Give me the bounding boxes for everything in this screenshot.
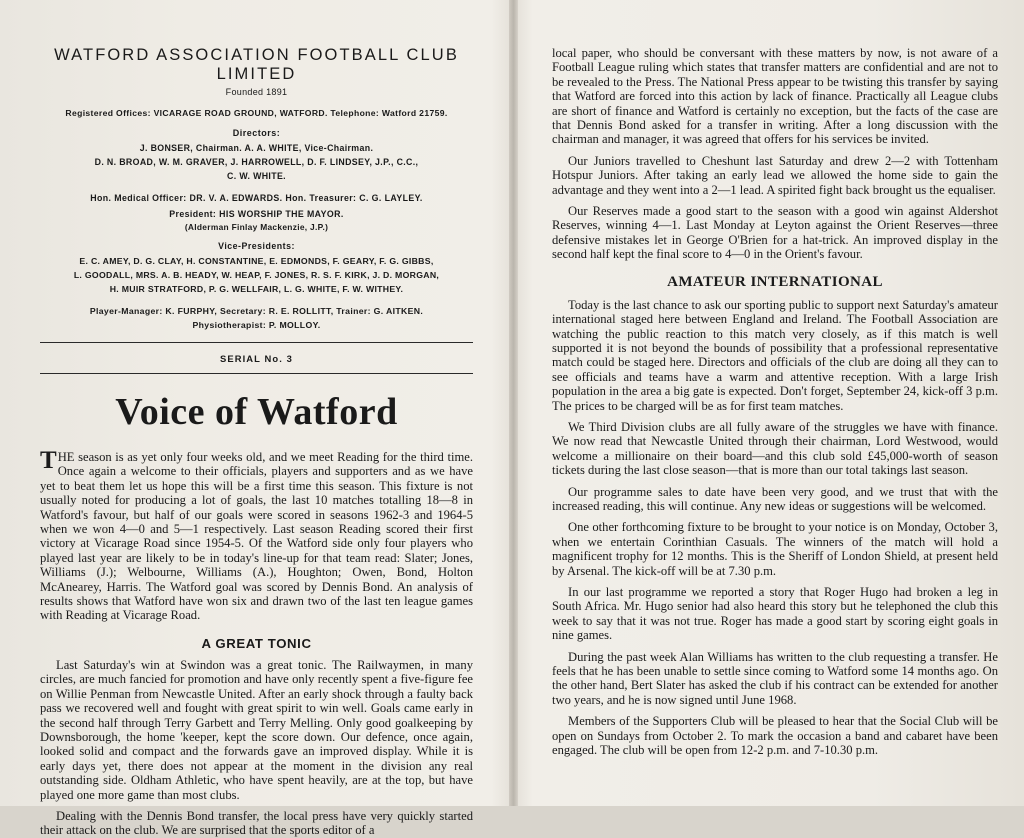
vice-presidents-heading: Vice-Presidents: — [218, 241, 295, 251]
left-column — [0, 0, 509, 838]
directors-line-2: D. N. BROAD, W. M. GRAVER, J. HARROWELL, D. F. LINDSEY, J.P., C.C., — [94, 157, 419, 167]
right-paragraph-3: Our Reserves made a good start to the season with a good win against Aldershot Reserves, winning 4—1. Last Monday at Leyton against the Orient Reserves—three defensive mistakes let in George O'Brien for a hat-trick. An improved display in the second half kept the final score to 4—0 in the Orient's favour. — [552, 204, 998, 262]
amateur-paragraph-3: Our programme sales to date have been very good, and we trust that with the increased reading, this will continue. Any new ideas or suggestions will be welcomed. — [552, 484, 998, 513]
vice-presidents-line-3: H. MUIR STRATFORD, P. G. WELLFAIR, L. G. WHITE, F. W. WITHEY. — [109, 284, 404, 294]
amateur-paragraph-4: One other forthcoming fixture to be brought to your notice is on Monday, October 3, when we entertain Corinthian Casuals. The winners of the match will hold a magnificent trophy for 12 months. This is the Sheriff of London Shield, at present held by Arsenal. The kick-off will be at 7.30 p.m. — [552, 520, 998, 578]
tonic-paragraph-1: Last Saturday's win at Swindon was a great tonic. The Railwaymen, in many circles, are much fancied for promotion and have only recently spent a five-figure fee on Willie Penman from Newcastle United. After an early shock through a faulty back pass we recovered well and fought with great spirit to win well. Goals came early in the second half through Terry Garbett and Terry Melling. Only good goalkeeping by Downsborough, the home 'keeper, kept the score down. Our defence, once again, looked solid and compact and the forwards gave an improved display. While it is early days yet, there does not appear at the moment in the division any real outstanding side. Oldham Athletic, who have spent heavily, are at the top, but have played one more game than most clubs. — [40, 657, 473, 802]
directors-heading: Directors: — [232, 128, 281, 138]
serial-number: SERIAL No. 3 — [220, 353, 293, 364]
president-sub-line: (Alderman Finlay Mackenzie, J.P.) — [184, 222, 329, 232]
vice-presidents-line-2: L. GOODALL, MRS. A. B. HEADY, W. HEAP, F. JONES, R. S. F. KIRK, J. D. MORGAN, — [73, 270, 440, 280]
page-gutter-shadow — [509, 0, 518, 806]
amateur-paragraph-2: We Third Division clubs are all fully aware of the struggles we have with finance. We now read that Newcastle United through their chairman, Lord Westwood, would welcome a millionaire on their board—and this club sold £45,000-worth of season tickets during the last close season—that is more than our total takings last season. — [552, 419, 998, 478]
article-paragraph-1: THE season is as yet only four weeks old, and we meet Reading for the third time. Once again a welcome to their officials, players and supporters and as we have yet to beat them let us hope this will be a first time this season. This fixture is not usually noted for producing a lot of goals, the last 10 matches totalling 18—8 in Watford's favour, but half of our goals were scored in seasons 1962-3 and 1964-5 when we won 4—0 and 5—1 respectively. Last season Reading scored their first victory at Vicarage Road since 1954-5. Of the Watford side only four players who played last year are likely to be in today's line-up for that team read: Slater; Jones, Williams (J.); Welbourne, Williams (A.), Houghton; Owen, Bond, Holton McAnearey, Harris. The Watford goal was scored by Dennis Bond. An analysis of results shows that Watford have won six and drawn two of the last ten league games with Reading at Vicarage Road. — [40, 447, 473, 623]
divider-top — [40, 342, 473, 343]
tonic-paragraph-2: Dealing with the Dennis Bond transfer, the local press have very quickly started their attack on the club. We are surprised that the sports editor of a — [40, 808, 473, 838]
president-line: President: HIS WORSHIP THE MAYOR. — [169, 209, 344, 219]
staff-line-2: Physiotherapist: P. MOLLOY. — [192, 320, 321, 330]
right-paragraph-1: local paper, who should be conversant with these matters by now, is not aware of a Football League ruling which states that transfer matters are confidential and are not to be revealed to the Press. The National Press appear to be twisting this transfer by saying that Watford are forced into this action by lack of finance. Practically all League clubs are short of finance and Watford is certainly no exception, but the facts of the case are that Dennis Bond asked for a transfer in writing. After a long discussion with the chairman and manager, it was agreed that offers for his services be invited. — [552, 46, 998, 147]
article-title: Voice of Watford — [115, 391, 398, 433]
amateur-paragraph-6: During the past week Alan Williams has written to the club requesting a transfer. He feels that he has been unable to settle since coming to Watford some 14 months ago. On the other hand, Bert Slater has asked the club if his contract can be extended for another two years, and he is now signed until June 1968. — [552, 649, 998, 707]
founded-year: Founded 1891 — [225, 87, 288, 97]
directors-line-1: J. BONSER, Chairman. A. A. WHITE, Vice-Chairman. — [139, 143, 374, 153]
spacer — [40, 185, 473, 193]
right-paragraph-2: Our Juniors travelled to Cheshunt last Saturday and drew 2—2 with Tottenham Hotspur Juniors. After taking an early lead we allowed the home side to gain the advantage and they went into a 2—1 lead. A spirited fight back brought us the equaliser. — [552, 153, 998, 197]
amateur-paragraph-5: In our last programme we reported a story that Roger Hugo had broken a leg in South Africa. Mr. Hugo senior had also heard this story but he telephoned the club this week to say that it was not true. Roger has made a good start by scoring eight goals in nine games. — [552, 585, 998, 643]
spacer-2 — [40, 298, 473, 306]
vice-presidents-line-1: E. C. AMEY, D. G. CLAY, H. CONSTANTINE, E. EDMONDS, F. GEARY, F. G. GIBBS, — [79, 256, 434, 266]
staff-line-1: Player-Manager: K. FURPHY, Secretary: R. E. ROLLITT, Trainer: G. AITKEN. — [89, 306, 424, 316]
amateur-paragraph-1: Today is the last chance to ask our sporting public to support next Saturday's amateur international staged here between England and Ireland. The Football Association are watching the public reaction to this match very closely, as if this match is well supported it is not beyond the bounds of possibility that a professional representative match could be staged here. Directors and officials of the club are doing all they can to see officials and teams have a warm and attentive reception. With a large Irish population in the area a big gate is expected. Don't forget, September 24, kick-off 3 p.m. The prices to be charged will be as for first team matches. — [552, 297, 998, 413]
club-title: WATFORD ASSOCIATION FOOTBALL CLUB LIMITED — [54, 46, 459, 83]
directors-line-3: C. W. WHITE. — [227, 171, 286, 181]
right-column — [518, 0, 1024, 806]
registered-office: Registered Offices: VICARAGE ROAD GROUND, WATFORD. Telephone: Watford 21759. — [65, 108, 448, 118]
amateur-paragraph-7: Members of the Supporters Club will be pleased to hear that the Social Club will be open on Sundays from October 2. To mark the occasion a band and cabaret have been engaged. The club will be open from 12-2 p.m. and 7-10.30 p.m. — [552, 714, 998, 758]
divider-bottom — [40, 373, 473, 374]
officers-line: Hon. Medical Officer: DR. V. A. EDWARDS. Hon. Treasurer: C. G. LAYLEY. — [90, 193, 423, 203]
section-heading-amateur-international: AMATEUR INTERNATIONAL — [667, 273, 883, 290]
section-heading-great-tonic: A GREAT TONIC — [201, 635, 312, 651]
